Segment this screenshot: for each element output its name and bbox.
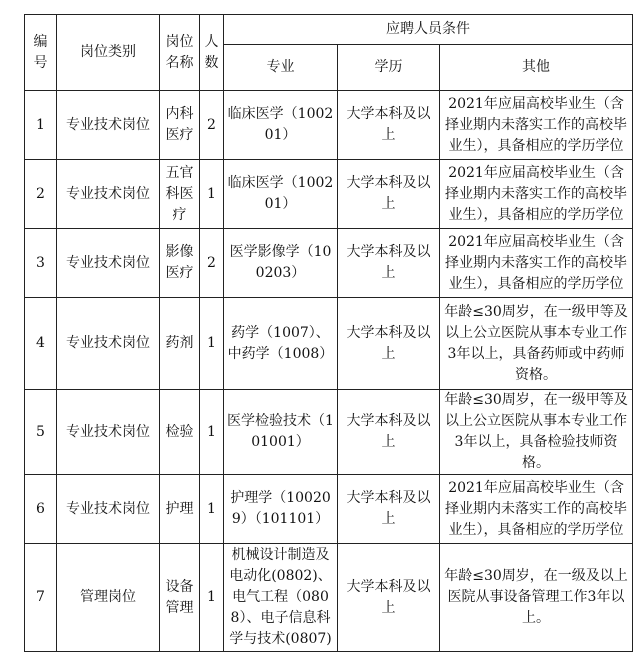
cell-other: 年龄≤30周岁，在一级甲等及以上公立医院从事本专业工作3年以上，具备药师或中药师资格。 (440, 298, 633, 390)
cell-category: 专业技术岗位 (57, 475, 160, 544)
cell-category: 专业技术岗位 (57, 390, 160, 475)
cell-category: 专业技术岗位 (57, 160, 160, 229)
cell-other: 2021年应届高校毕业生（含择业期内未落实工作的高校毕业生），具备相应的学历学位 (440, 91, 633, 160)
cell-no: 7 (25, 544, 57, 652)
cell-other: 2021年应届高校毕业生（含择业期内未落实工作的高校毕业生），具备相应的学历学位 (440, 229, 633, 298)
cell-no: 2 (25, 160, 57, 229)
cell-other: 2021年应届高校毕业生（含择业期内未落实工作的高校毕业生），具备相应的学历学位 (440, 475, 633, 544)
cell-post-name: 设备管理 (160, 544, 200, 652)
cell-count: 1 (200, 298, 224, 390)
cell-no: 4 (25, 298, 57, 390)
cell-education: 大学本科及以上 (338, 390, 440, 475)
cell-education: 大学本科及以上 (338, 298, 440, 390)
cell-post-name: 五官科医疗 (160, 160, 200, 229)
cell-major: 医学检验技术（101001） (224, 390, 338, 475)
table-row (25, 229, 633, 298)
cell-major: 药学（1007）、中药学（1008） (224, 298, 338, 390)
cell-education: 大学本科及以上 (338, 91, 440, 160)
table-row (25, 390, 633, 475)
cell-education: 大学本科及以上 (338, 229, 440, 298)
cell-other: 2021年应届高校毕业生（含择业期内未落实工作的高校毕业生），具备相应的学历学位 (440, 160, 633, 229)
cell-education: 大学本科及以上 (338, 475, 440, 544)
header-count: 人数 (200, 15, 224, 91)
cell-category: 专业技术岗位 (57, 298, 160, 390)
cell-category: 专业技术岗位 (57, 229, 160, 298)
cell-no: 6 (25, 475, 57, 544)
cell-count: 1 (200, 544, 224, 652)
header-category: 岗位类别 (57, 15, 160, 91)
cell-other: 年龄≤30周岁，在一级及以上医院从事设备管理工作3年以上。 (440, 544, 633, 652)
header-row-top (25, 15, 633, 45)
cell-count: 1 (200, 390, 224, 475)
header-no: 编号 (25, 15, 57, 91)
cell-category: 专业技术岗位 (57, 91, 160, 160)
cell-count: 2 (200, 229, 224, 298)
cell-major: 临床医学（100201） (224, 91, 338, 160)
cell-post-name: 影像医疗 (160, 229, 200, 298)
table-row (25, 544, 633, 652)
cell-education: 大学本科及以上 (338, 160, 440, 229)
header-conditions: 应聘人员条件 (224, 15, 633, 45)
table-row (25, 475, 633, 544)
table-row (25, 298, 633, 390)
recruitment-table (24, 14, 633, 652)
cell-major: 护理学（100209）（101101） (224, 475, 338, 544)
header-major: 专业 (224, 45, 338, 91)
cell-other: 年龄≤30周岁，在一级甲等及以上公立医院从事本专业工作3年以上，具备检验技师资格。 (440, 390, 633, 475)
cell-no: 1 (25, 91, 57, 160)
cell-major: 机械设计制造及电动化(0802)、电气工程（0808）、电子信息科学与技术(0807) (224, 544, 338, 652)
cell-count: 1 (200, 160, 224, 229)
cell-major: 临床医学（100201） (224, 160, 338, 229)
cell-count: 1 (200, 475, 224, 544)
cell-post-name: 内科医疗 (160, 91, 200, 160)
table-row (25, 160, 633, 229)
cell-major: 医学影像学（100203） (224, 229, 338, 298)
header-post-name: 岗位名称 (160, 15, 200, 91)
cell-no: 5 (25, 390, 57, 475)
cell-no: 3 (25, 229, 57, 298)
cell-education: 大学本科及以上 (338, 544, 440, 652)
cell-post-name: 护理 (160, 475, 200, 544)
cell-post-name: 检验 (160, 390, 200, 475)
header-education: 学历 (338, 45, 440, 91)
cell-post-name: 药剂 (160, 298, 200, 390)
cell-count: 2 (200, 91, 224, 160)
header-other: 其他 (440, 45, 633, 91)
table-row (25, 91, 633, 160)
cell-category: 管理岗位 (57, 544, 160, 652)
